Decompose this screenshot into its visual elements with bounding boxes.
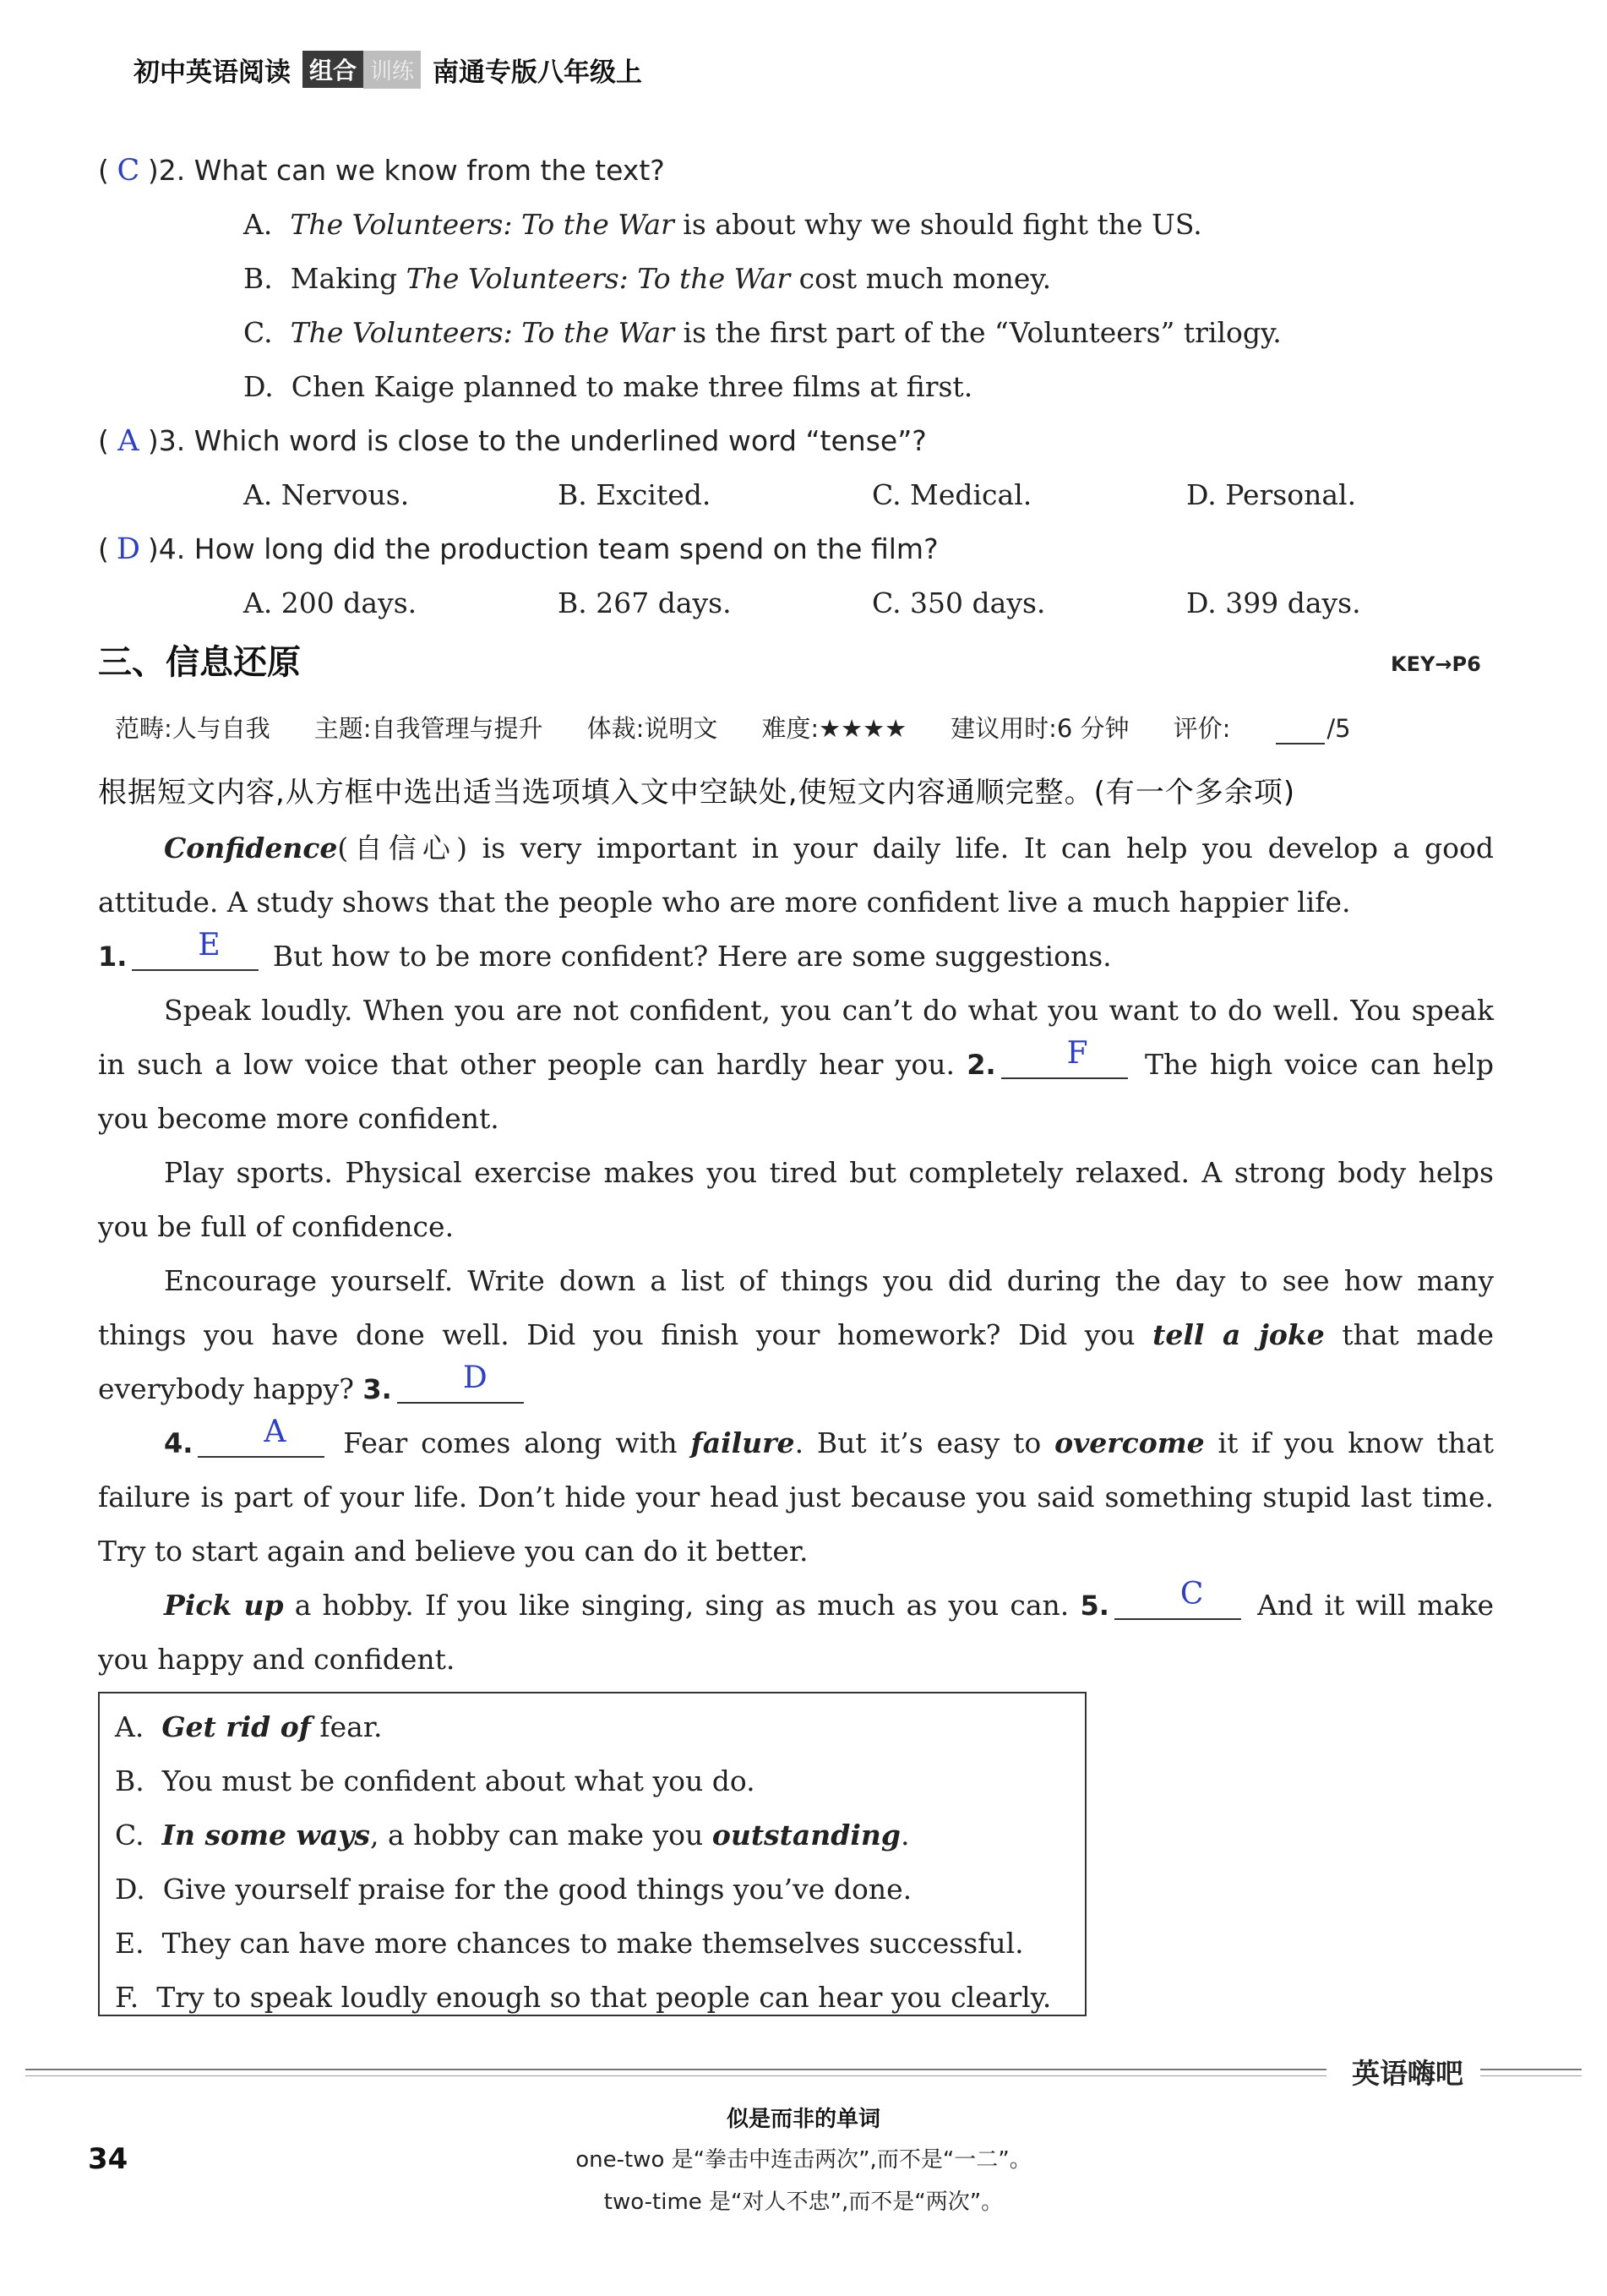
meta-score: 评价: /5: [1173, 714, 1351, 743]
blank-3-answer: D: [462, 1361, 488, 1395]
meta-topic: 主题:自我管理与提升: [313, 714, 543, 743]
question-number: )4.: [147, 532, 186, 565]
answer-mark: C: [117, 154, 140, 188]
blank-4[interactable]: [198, 1417, 324, 1458]
question-4: ( D )4. How long did the production team spend on the film?: [98, 532, 939, 566]
question-2: ( C )2. What can we know from the text?: [98, 154, 665, 188]
answer-key-reference: KEY→P6: [1391, 652, 1481, 676]
choice-e: E. They can have more chances to make themselves successful.: [115, 1927, 1024, 1960]
blank-5[interactable]: [1114, 1579, 1241, 1620]
meta-category: 范畴:人与自我: [115, 714, 270, 743]
blank-1-answer: E: [198, 928, 221, 963]
answer-mark: A: [117, 424, 139, 458]
page-number: 34: [88, 2142, 128, 2176]
answer-mark: D: [116, 532, 140, 566]
series-title: 初中英语阅读: [133, 57, 291, 88]
blank-5-answer: C: [1179, 1577, 1204, 1612]
q2-option-b: B. Making The Volunteers: To the War cost much money.: [243, 262, 1052, 295]
exercise-meta: [115, 710, 1395, 744]
blank-2[interactable]: [1001, 1036, 1128, 1079]
q3-option-d: D. Personal.: [1186, 478, 1357, 511]
page-header: [133, 51, 642, 88]
paragraph-6: Pick up a hobby. If you like singing, sing as much as you can. 5. C And it will make you happy and confident.: [98, 1579, 1494, 1687]
meta-difficulty: 难度:★★★★: [761, 714, 907, 743]
choice-c: C. In some ways, a hobby can make you outstanding.: [115, 1819, 910, 1852]
blank-2-answer: F: [1066, 1036, 1088, 1071]
q4-options: [243, 586, 1501, 619]
tip-title: 似是而非的单词: [726, 2107, 880, 2132]
choice-b: B. You must be confident about what you do.: [115, 1764, 755, 1797]
q2-option-c: C. The Volunteers: To the War is the first part of the “Volunteers” trilogy.: [243, 316, 1282, 349]
question-number: )3.: [147, 424, 186, 457]
reading-passage: [98, 821, 1494, 1687]
paragraph-3: Play sports. Physical exercise makes you tired but completely relaxed. A strong body helps you be full of confidence.: [98, 1156, 1494, 1243]
q4-option-a: A. 200 days.: [243, 586, 417, 619]
question-number: )2.: [147, 154, 186, 187]
q3-option-a: A. Nervous.: [243, 478, 410, 511]
footer-divider-right: [1480, 2069, 1582, 2076]
q4-option-d: D. 399 days.: [1186, 586, 1361, 619]
meta-genre: 体裁:说明文: [586, 714, 718, 743]
blank-1[interactable]: [132, 930, 259, 971]
choice-d: D. Give yourself praise for the good things you’ve done.: [115, 1873, 912, 1906]
question-stem: How long did the production team spend on the film?: [193, 532, 939, 565]
q4-option-b: B. 267 days.: [558, 586, 732, 619]
choice-f: F. Try to speak loudly enough so that people can hear you clearly.: [115, 1981, 1052, 2014]
question-stem: What can we know from the text?: [193, 154, 665, 187]
footer-divider-left: [25, 2069, 1326, 2076]
meta-time: 建议用时:6 分钟: [951, 714, 1130, 743]
tip-line-1: one-two 是“拳击中连击两次”,而不是“一二”。: [575, 2147, 1032, 2173]
paragraph-4: Encourage yourself. Write down a list of things you did during the day to see how many things you have done well. Did you finish your homework? Did you tell a joke that made everybody happy? 3. D: [98, 1264, 1495, 1405]
q2-option-a: A. The Volunteers: To the War is about why we should fight the US.: [243, 208, 1202, 241]
q4-option-c: C. 350 days.: [872, 586, 1046, 619]
paragraph-2: Speak loudly. When you are not confident, you can’t do what you want to do well. You speak in such a low voice that other people can hardly hear you. 2. F The high voice can help you become more confident.: [98, 994, 1494, 1135]
blank-3[interactable]: [397, 1363, 524, 1404]
instructions: 根据短文内容,从方框中选出适当选项填入文中空缺处,使短文内容通顺完整。(有一个多余项): [98, 776, 1296, 810]
series-tag: 组合: [302, 51, 363, 88]
q3-option-b: B. Excited.: [558, 478, 711, 511]
footer-brand: 英语嗨吧: [1345, 2052, 1470, 2091]
section-title: 三、信息还原: [98, 643, 301, 682]
blank-4-answer: A: [264, 1415, 286, 1449]
edition-label: 南通专版八年级上: [433, 57, 643, 88]
paragraph-5: 4. A Fear comes along with failure. But it’s easy to overcome it if you know that failure is part of your life. Don’t hide your head just because you said something stupid last time. Try to start again and believe you can do it better.: [98, 1416, 1494, 1579]
paragraph-1: Confidence(自信心) is very important in your daily life. It can help you develop a good attitude. A study shows that the people who are more confident live a much happier life. 1. E But how to be more confident? Here are some suggestions.: [98, 832, 1494, 973]
choices-box: [98, 1692, 1087, 2016]
q2-option-d: D. Chen Kaige planned to make three films at first.: [243, 370, 973, 403]
tip-line-2: two-time 是“对人不忠”,而不是“两次”。: [603, 2190, 1004, 2215]
q3-options: [243, 478, 1501, 511]
question-stem: Which word is close to the underlined word “tense”?: [193, 424, 927, 457]
choice-a: A. Get rid of fear.: [115, 1710, 383, 1743]
question-3: ( A )3. Which word is close to the underlined word “tense”?: [98, 424, 927, 458]
q3-option-c: C. Medical.: [872, 478, 1032, 511]
series-tag-faded: 训练: [363, 51, 421, 89]
